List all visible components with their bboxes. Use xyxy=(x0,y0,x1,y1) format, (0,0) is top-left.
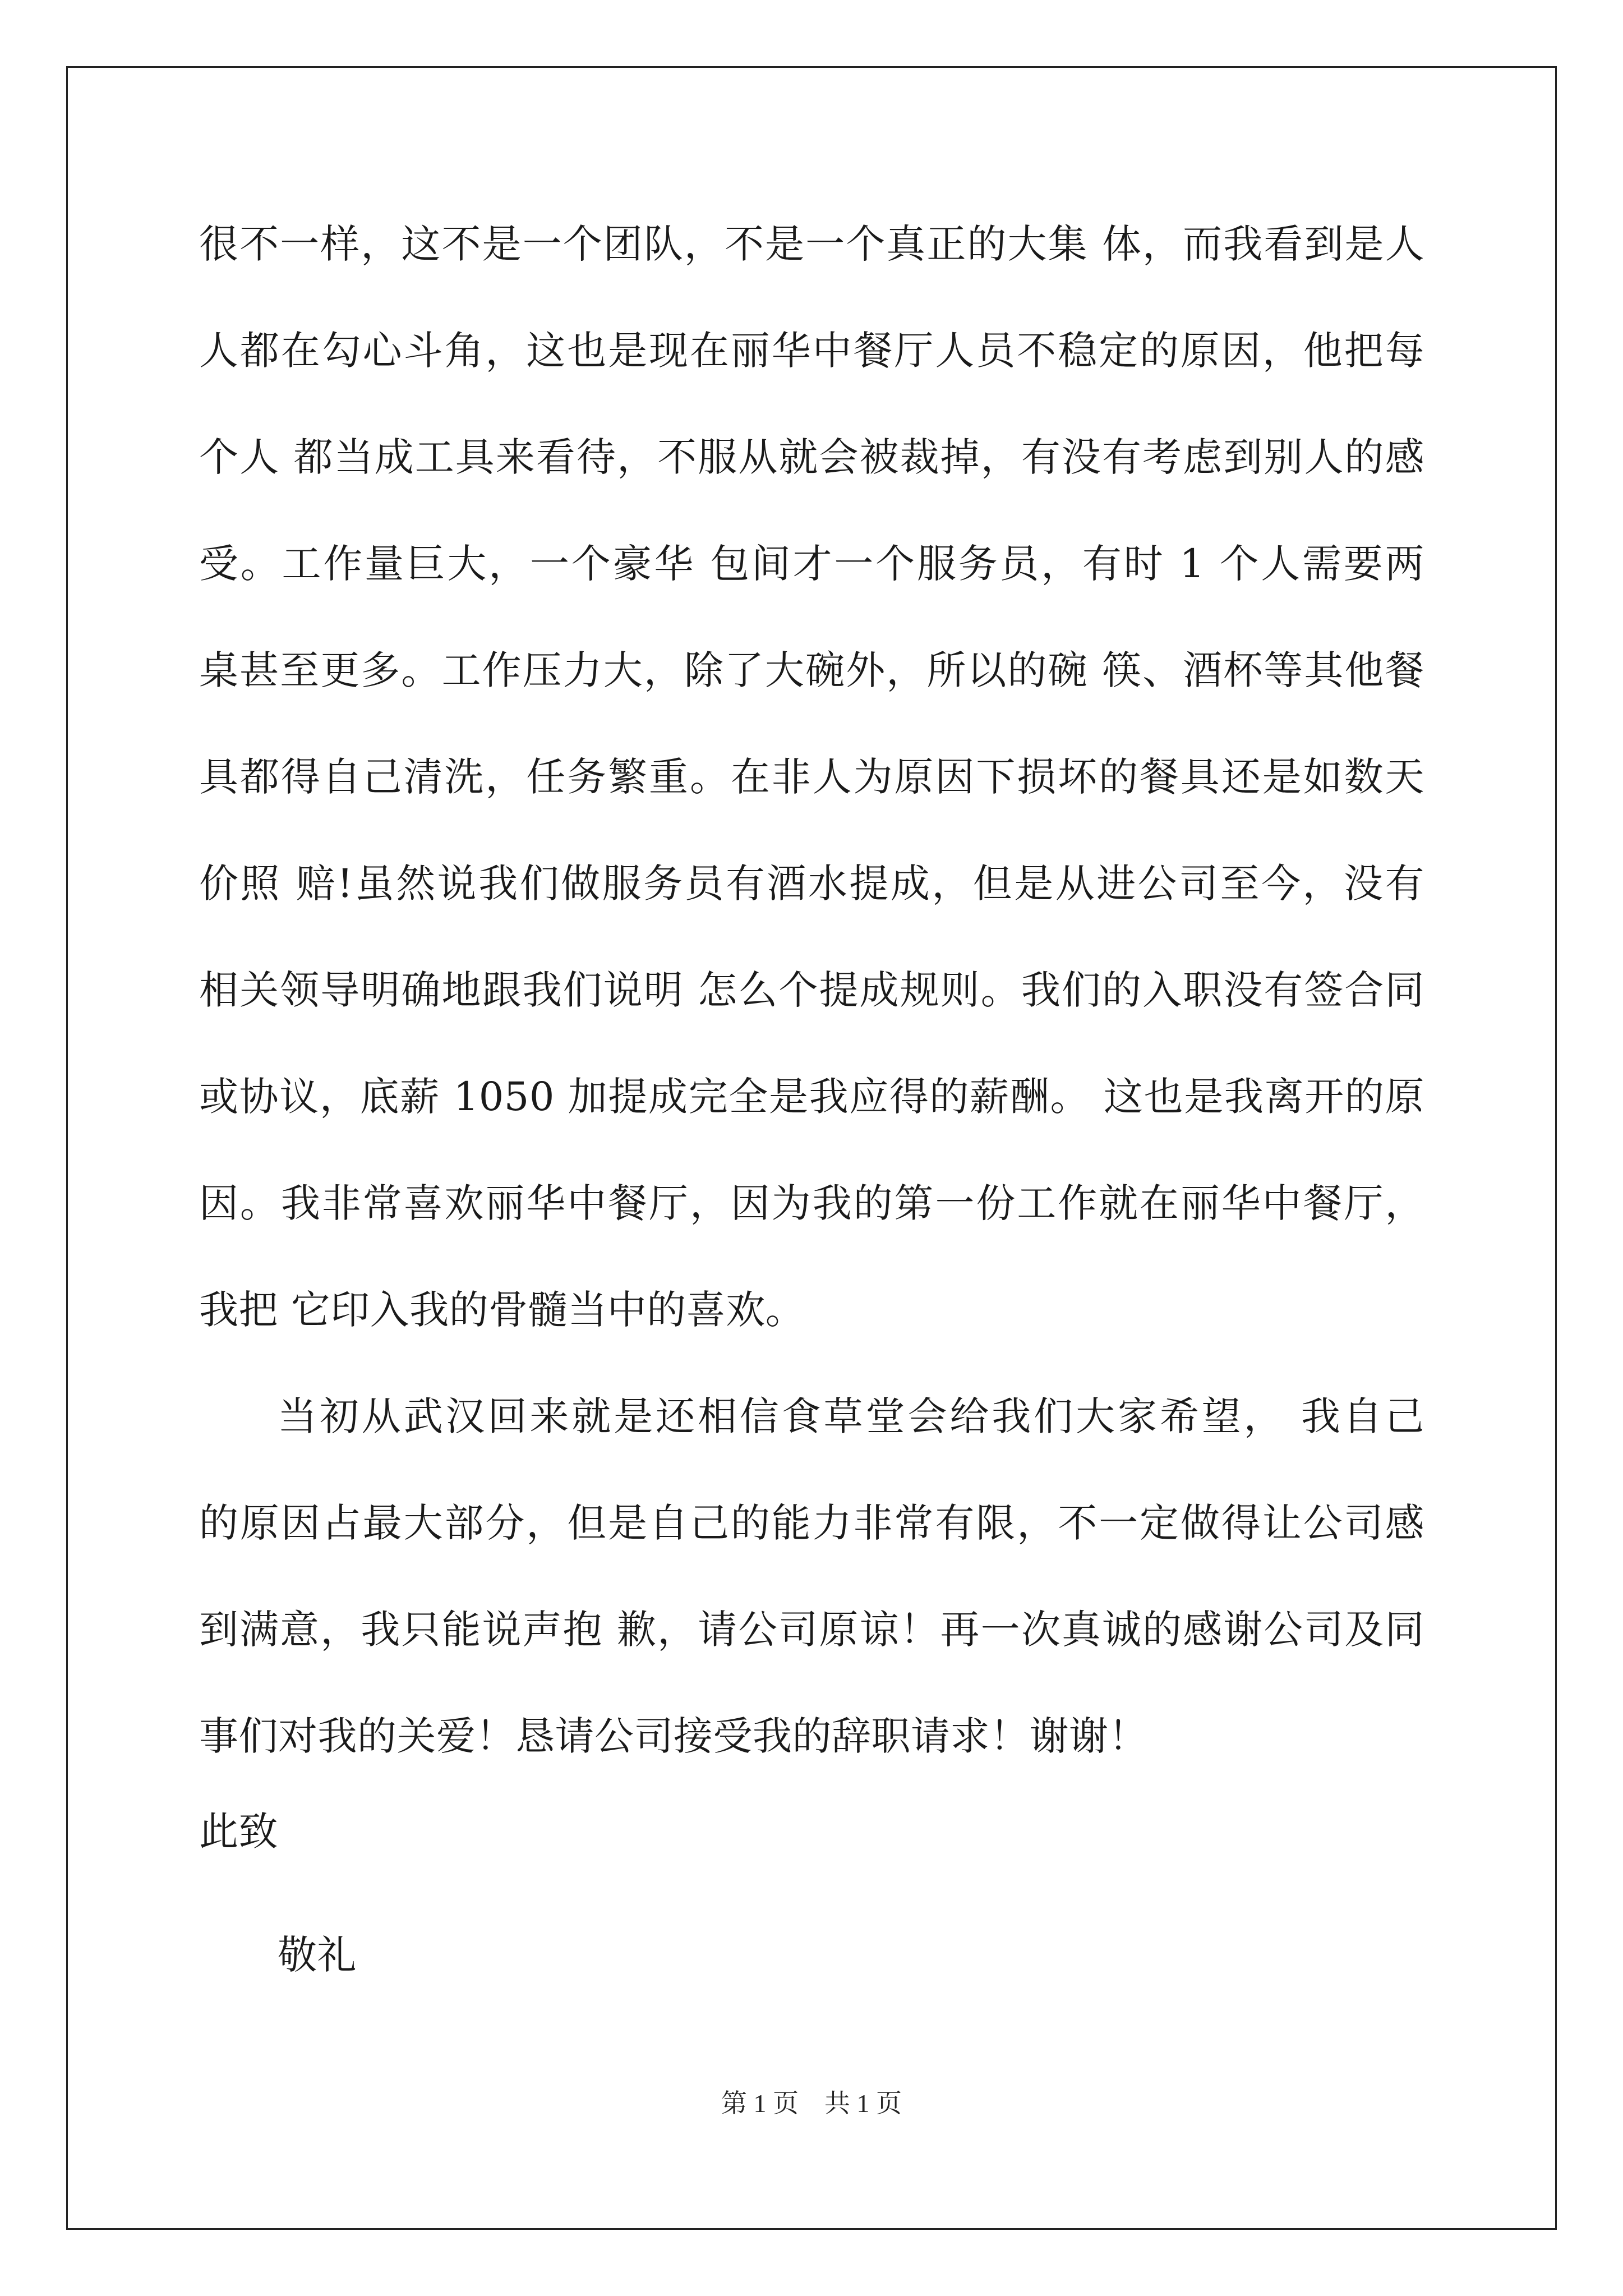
text-line: 因。我非常喜欢丽华中餐厅，因为我的第一份工作就在丽华中餐厅， xyxy=(199,1180,1424,1226)
closing-regards: 敬礼 xyxy=(278,1932,357,1978)
page-footer: 第 1 页 共 1 页 xyxy=(721,2089,902,2118)
text-line: 我把 它印入我的骨髓当中的喜欢。 xyxy=(199,1287,805,1333)
text-line: 受。工作量巨大，一个豪华 包间才一个服务员，有时 1 个人需要两 xyxy=(199,541,1424,587)
text-line: 桌甚至更多。工作压力大，除了大碗外，所以的碗 筷、酒杯等其他餐 xyxy=(199,647,1424,693)
text-line: 人都在勾心斗角，这也是现在丽华中餐厅人员不稳定的原因，他把每 xyxy=(199,328,1424,374)
text-line: 价照 赔!虽然说我们做服务员有酒水提成，但是从进公司至今，没有 xyxy=(199,861,1424,907)
text-line: 相关领导明确地跟我们说明 怎么个提成规则。我们的入职没有签合同 xyxy=(199,967,1424,1013)
text-line: 到满意，我只能说声抱 歉，请公司原谅！再一次真诚的感谢公司及同 xyxy=(199,1607,1424,1653)
text-line: 或协议，底薪 1050 加提成完全是我应得的薪酬。 这也是我离开的原 xyxy=(199,1074,1424,1120)
closing-salutation: 此致 xyxy=(199,1809,278,1855)
paragraph-first-line: 当初从武汉回来就是还相信食草堂会给我们大家希望， 我自己 xyxy=(278,1393,1424,1439)
text-line: 的原因占最大部分，但是自己的能力非常有限，不一定做得让公司感 xyxy=(199,1500,1424,1546)
text-line: 很不一样，这不是一个团队，不是一个真正的大集 体，而我看到是人 xyxy=(199,221,1424,267)
text-line: 具都得自己清洗，任务繁重。在非人为原因下损坏的餐具还是如数天 xyxy=(199,754,1424,800)
text-line: 事们对我的关爱！恳请公司接受我的辞职请求！谢谢！ xyxy=(199,1713,1148,1759)
text-line: 个人 都当成工具来看待，不服从就会被裁掉，有没有考虑到别人的感 xyxy=(199,434,1424,480)
page-border xyxy=(66,66,1557,2230)
